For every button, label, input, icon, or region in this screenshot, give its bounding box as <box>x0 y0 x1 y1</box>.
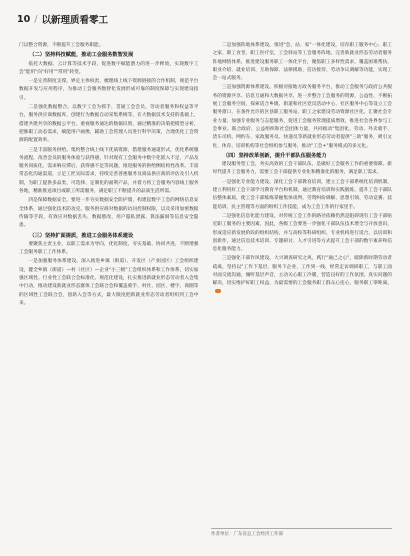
paragraph-text: 三是强化干部作风建设。大兴调查研究之风，践行"通己之心"，破除新时期劳动者疏离，坚持以"工作下基层、服务下企业、工作到一线、经常走访调研职工，与职工面对面交流沟通，倾听基层声音，主动关心职工冷暖，营造良好的工作氛围，真实问题的解决，切实维护好职工权益，为最需要的工会服务职工群众心连心，服务职工零距离。 <box>212 256 392 287</box>
paragraph: 门以整合资源，不断提升工会服务职能。 <box>19 43 104 48</box>
section-heading: （三）坚持扩面提质，推进工会服务体系建设 <box>29 232 134 239</box>
article-body <box>19 42 392 530</box>
end-of-article-mark <box>215 289 221 293</box>
paragraph-final <box>213 255 393 296</box>
page-header <box>17 12 108 26</box>
paragraph: 二是强化信息化能力建设。对传统工会工作的路径依赖仍然是阻碍现有工会干部贴近职工服务的主要因素，因此，各级工会要进一步强化干部队伍技术增全与开放意识，形成适应新发展阶段的组织结构，并与高校等科研组织、专业机构进行适合，以培训和创新作，通过信息技术培训、专题研讨、人才引进等方式提升工会干部的数字素养和信息化服务能力。 <box>212 213 392 253</box>
paragraph: 一是完善制度支撑。界定主体权责，梳理线上线下资源链接的合作机制，规范平台数据开发与应用程序，为推动工会服务数智化发展形成可靠的制度保障与实现建设指引。 <box>19 79 199 101</box>
section-heading: （四）坚持改革创新，提升干部队伍服务能力 <box>222 152 327 159</box>
page-number: 10 <box>17 13 31 25</box>
paragraph: 依托大数据、云计算等技术手段，促进数字赋能潜力的进一步释放，实现数字工会"能用"向"好用""常用"转变。 <box>19 61 199 75</box>
footer-divider <box>211 528 392 529</box>
section-heading: （二）坚持科技赋能，推动工会服务数智发展 <box>29 52 134 59</box>
paragraph: 四是保障数据安全。要进一步夯实数据安全防护墙，构建起数字工会的网络信息安全体系，通过强化技术防攻克、服务供应商对数据的访问控制权限，以及采用加密数据传输等手段，有效应对数据丢失、数据篡改、用户隐私泄露、算法漏洞等信息安全隐患。 <box>19 198 199 229</box>
header-separator: / <box>34 13 38 25</box>
section-title: 以新理质看零工 <box>41 15 108 26</box>
paragraph: 要聚焦主责主业，以职工需求为导向，优化制度、夯实基础、协同共进，不断增强工会服务职工工作体系。 <box>19 241 199 256</box>
author-affiliation: 作者单位：广东省总工会经济工作部 <box>211 532 283 537</box>
paragraph: 三是丰富服务供给。集约整合线上线下优质资源，搭建服务通道形式，优化系统服务流程，改善会员的服务体验与获得感，针对现有工会服务中数字化嵌入不足、产品及服务同质化、需求响应滞后，获得感不足等问题，推进服务的供给侧结构性改革。丰富常态化沟通渠道，立足工匠实际需求，持续完善普惠服务及商品供应商的评估及引人机制，为职工提供多品类、可选择、定制化的福利产品，并着力将工会服务内容线上服务各地，精准推送项目或职工所需服务，满足职工不断提升的品质生活所需。 <box>19 147 199 195</box>
paragraph: 三是加强资源体系建设。积极对接地方政务服务平台，推动工会服务与政府公共服务的资源共享、信息互通和大数据共享，进一步整合工会服务的资源，公益性、不断拓展工会服务空间，探索适合乡镇、街道和社区党员活动中心、社区服务中心等设立工会服务窗口，在条件允许的区县职工服务站、职工之家建设劳动资源社区化，汇聚社会专业力量、加强专业服务与志愿服务，促进工会服务管理提质增效，推进社会各界参与工会事业。联合政府、公益组织和社会团体力量，共同推动"集团化、劳动、外卖骑手、货车司机、网约车、家政服务员、快递员等新就业形态劳动者提供"三助"服务，吸引文化、体育、培训机构等社会组织参与服务，推动"工会+"服务模式的多元化。 <box>212 85 392 149</box>
right-column <box>213 42 393 530</box>
paragraph: 二是强化数据整合。以数字工会为抓手，贯通工会会员、劳动者服务和权益等平台，服务供应商数据库，创建行为数据自动采集系统等，在大数据技术支持的基础上，搭建共建共享的数据公平台，重视服务通达的数据识别，通过精准的决策把模型分析，把脉职工动态需求，赋能用户画像，辅助工会管理人员进行科学决策，合理优化工会资源的配置效率。 <box>19 105 199 144</box>
paragraph: 一是强化专业能力建设。深化工会干部教育培训，建立工会干部系统化培训机制，建立利用好工会干部学习教育平台和机制，通过教育培训和实践锻炼，提升工会干部队伍整体素质，使工会干部练练掌握集体谈判、劳资纠纷调解、思想引领、劳动竞赛、技能培训、民主管理等方面的组织工作技能，成为工会工作的行家里手。 <box>212 179 392 210</box>
paragraph: 二是加强阵地体系建设。推进"会、站、家"一体化建设，培育职工服务中心、职工之家、职工食堂、职工医疗室，工会驿站等工会服务阵地，完善新就业形态劳动者服务阵地网络体系，推进建设服务职工一体化平台，聚焦职工多样性需求，覆盖困难帮扶、职业介绍、就业培训、互助保障、法律援助、信访接待、劳动争议调解等功能，实现工会一站式服务。 <box>212 43 392 82</box>
paragraph: 建设服务型工会，务实高效的工会干部队伍，是做好工会服务工作的重要保障。新时代提升工会服务力，需要工会干部提供专业化和精准化的服务，满足职工需求。 <box>212 162 392 176</box>
paragraph: 一是加强服务体系建设。深入推进乡镇（街道）、开发区（产业园区）工会组织建设，健全乡镇（街道）—村（社区）—企业"小三级"工会组织体系和工作体系，切实加强区域性、行业性工会联合会标准化、规范化建设，扎实推进新就业形态劳动者入会集中行动，推动建设新就业形态群体工会联合会和覆盖骑手、村社、园区、楼宇、商圈等的区域性工会联合会，创新入会等方式，最大限度把新就业形态劳动者组织到工会中来。 <box>19 259 199 306</box>
left-column <box>19 42 199 530</box>
